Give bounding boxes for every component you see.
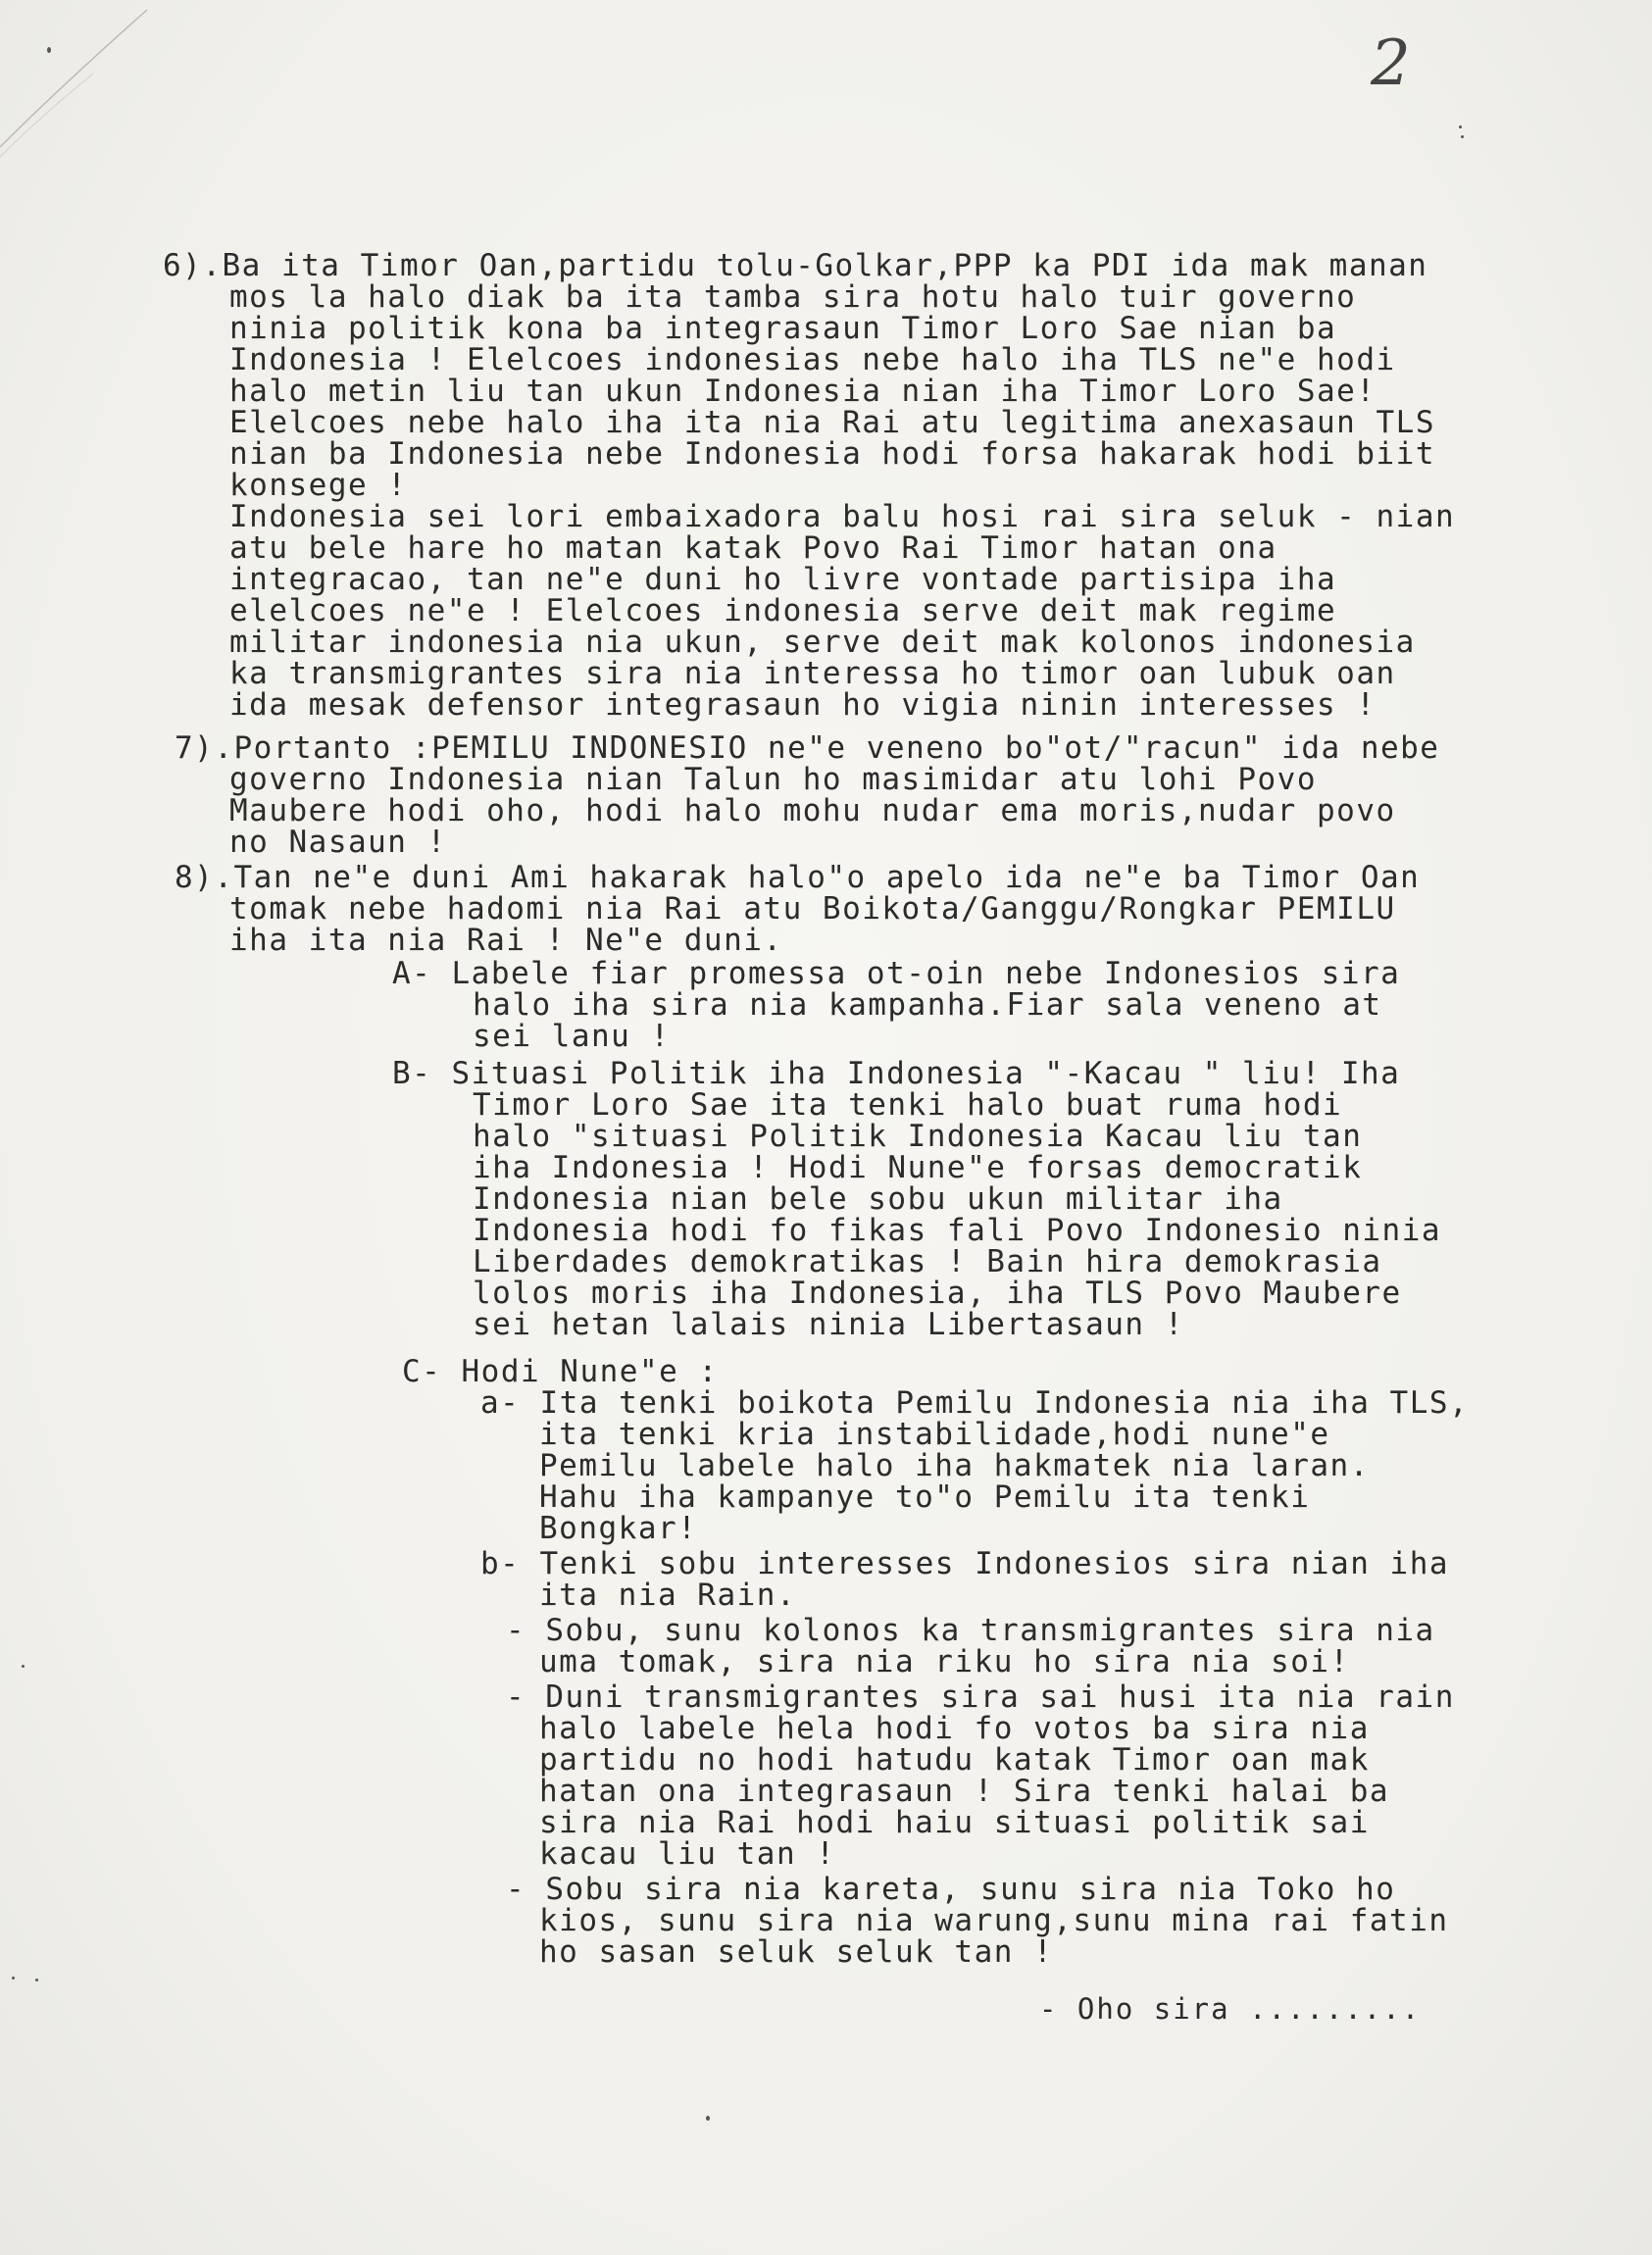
paragraph-8-line: tomak nebe hadomi nia Rai atu Boikota/Ganggu/Rongkar PEMILU <box>229 891 1396 927</box>
item-c-line: Bongkar! <box>539 1511 698 1546</box>
item-b-line: halo "situasi Politik Indonesia Kacau liu tan <box>473 1119 1363 1154</box>
item-a-line: halo iha sira nia kampanha.Fiar sala veneno at <box>473 987 1382 1023</box>
item-a-line: A- Labele fiar promessa ot-oin nebe Indonesios sira <box>392 956 1401 991</box>
item-c-line: ita nia Rain. <box>539 1578 797 1613</box>
speck-mark <box>706 2116 710 2121</box>
item-c-line: - Sobu sira nia kareta, sunu sira nia Toko ho <box>506 1872 1396 1907</box>
paragraph-7-line: governo Indonesia nian Talun ho masimidar atu lohi Povo <box>229 762 1317 797</box>
paragraph-7-line: 7).Portanto :PEMILU INDONESIO ne"e veneno bo"ot/"racun" ida nebe <box>175 730 1440 766</box>
paragraph-6-line: militar indonesia nia ukun, serve deit mak kolonos indonesia <box>229 625 1416 660</box>
paragraph-7-line: no Nasaun ! <box>229 825 447 860</box>
item-c-line: sira nia Rai hodi haiu situasi politik sai <box>539 1805 1370 1840</box>
paragraph-6-line: nian ba Indonesia nebe Indonesia hodi forsa hakarak hodi biit <box>229 436 1435 472</box>
paragraph-6-line: Indonesia sei lori embaixadora balu hosi rai sira seluk - nian <box>229 499 1456 534</box>
item-a-line: sei lanu ! <box>473 1019 671 1054</box>
item-c-line: Pemilu labele halo iha hakmatek nia laran. <box>539 1448 1370 1483</box>
item-b-line: iha Indonesia ! Hodi Nune"e forsas democratik <box>473 1150 1363 1185</box>
item-c-line: C- Hodi Nune"e : <box>402 1354 719 1389</box>
paragraph-7-line: Maubere hodi oho, hodi halo mohu nudar ema moris,nudar povo <box>229 793 1396 828</box>
item-c-line: b- Tenki sobu interesses Indonesios sira nian iha <box>480 1546 1450 1581</box>
paragraph-6-line: elelcoes ne"e ! Elelcoes indonesia serve deit mak regime <box>229 593 1337 628</box>
paragraph-8-line: 8).Tan ne"e duni Ami hakarak halo"o apelo ida ne"e ba Timor Oan <box>175 860 1421 895</box>
paragraph-6-line: ninia politik kona ba integrasaun Timor Loro Sae nian ba <box>229 311 1337 346</box>
item-c-line: ita tenki kria instabilidade,hodi nune"e <box>539 1417 1330 1452</box>
item-b-line: Indonesia hodi fo fikas fali Povo Indonesio ninia <box>473 1213 1442 1248</box>
item-c-line: kacau liu tan ! <box>539 1836 836 1872</box>
paragraph-6-line: konsege ! <box>229 468 408 503</box>
item-c-line: ho sasan seluk seluk tan ! <box>539 1934 1054 1970</box>
item-c-line: uma tomak, sira nia riku ho sira nia soi! <box>539 1644 1350 1679</box>
item-c-line: kios, sunu sira nia warung,sunu mina rai fatin <box>539 1903 1449 1938</box>
paragraph-6-line: Indonesia ! Elelcoes indonesias nebe halo iha TLS ne"e hodi <box>229 342 1396 377</box>
paragraph-8-line: iha ita nia Rai ! Ne"e duni. <box>229 923 783 958</box>
page-number: 2 <box>1371 27 1413 100</box>
item-b-line: lolos moris iha Indonesia, iha TLS Povo Maubere <box>473 1276 1402 1311</box>
paragraph-6-line: 6).Ba ita Timor Oan,partidu tolu-Golkar,PPP ka PDI ida mak manan <box>163 248 1428 283</box>
item-b-line: sei hetan lalais ninia Libertasaun ! <box>473 1307 1184 1342</box>
paragraph-6-line: Elelcoes nebe halo iha ita nia Rai atu legitima anexasaun TLS <box>229 405 1435 440</box>
item-c-line: partidu no hodi hatudu katak Timor oan mak <box>539 1742 1370 1778</box>
item-b-line: Liberdades demokratikas ! Bain hira demokrasia <box>473 1244 1382 1279</box>
item-b-line: B- Situasi Politik iha Indonesia "-Kacau " liu! Iha <box>392 1056 1401 1091</box>
item-c-line: - Duni transmigrantes sira sai husi ita nia rain <box>506 1679 1455 1715</box>
item-c-line: hatan ona integrasaun ! Sira tenki halai ba <box>539 1774 1390 1809</box>
item-c-line: - Sobu, sunu kolonos ka transmigrantes sira nia <box>506 1613 1435 1648</box>
paragraph-6-line: ka transmigrantes sira nia interessa ho timor oan lubuk oan <box>229 656 1396 691</box>
paragraph-6-line: atu bele hare ho matan katak Povo Rai Timor hatan ona <box>229 530 1277 566</box>
item-c-line: a- Ita tenki boikota Pemilu Indonesia nia iha TLS, <box>480 1385 1470 1421</box>
item-c-line: Hahu iha kampanye to"o Pemilu ita tenki <box>539 1479 1311 1515</box>
paragraph-6-line: halo metin liu tan ukun Indonesia nian iha Timor Loro Sae! <box>229 374 1377 409</box>
paragraph-6-line: integracao, tan ne"e duni ho livre vontade partisipa iha <box>229 562 1337 597</box>
item-b-line: Indonesia nian bele sobu ukun militar iha <box>473 1181 1283 1217</box>
paragraph-6-line: mos la halo diak ba ita tamba sira hotu halo tuir governo <box>229 279 1357 315</box>
closing-line: - Oho sira ......... <box>1039 1992 1422 2026</box>
item-c-line: halo labele hela hodi fo votos ba sira nia <box>539 1711 1370 1746</box>
paragraph-6-line: ida mesak defensor integrasaun ho vigia ninin interesses ! <box>229 687 1377 723</box>
item-b-line: Timor Loro Sae ita tenki halo buat ruma hodi <box>473 1087 1343 1123</box>
